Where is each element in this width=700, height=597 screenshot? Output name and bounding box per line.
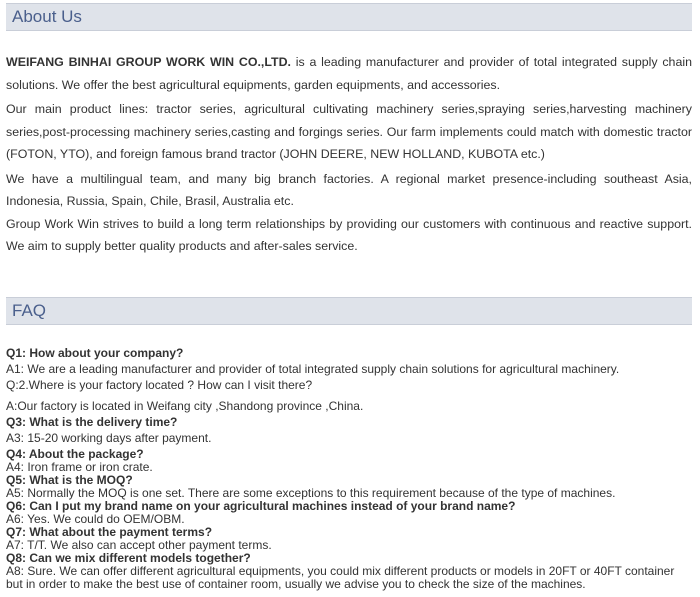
about-paragraph-1-text: is a leading manufacturer and provider of total integrated supply chain solutions. We offer the best agricultural equipments, garden equipments, and accessories. — [6, 55, 692, 92]
about-us-content — [6, 51, 692, 258]
about-us-title: About Us — [12, 7, 82, 26]
faq-answer-2: A:Our factory is located in Weifang city ,Shandong province ,China. — [6, 399, 364, 413]
faq-answer-7: A7: T/T. We also can accept other payment terms. — [6, 538, 272, 552]
faq-title: FAQ — [12, 301, 47, 320]
company-name: WEIFANG BINHAI GROUP WORK WIN CO.,LTD. — [6, 55, 291, 69]
faq-answer-6: A6: Yes. We could do OEM/OBM. — [6, 512, 185, 526]
faq-question-7: Q7: What about the payment terms? — [6, 525, 213, 539]
about-paragraph-3: We have a multilingual team, and many big branch factories. A regional market presence-including southeast Asia, Indonesia, Russia, Spain, Chile, Brasil, Australia etc. — [6, 171, 692, 208]
faq-question-1: Q1: How about your company? — [6, 346, 184, 360]
faq-answer-4: A4: Iron frame or iron crate. — [6, 460, 153, 474]
faq-question-6: Q6: Can I put my brand name on your agricultural machines instead of your brand name? — [6, 499, 516, 513]
about-paragraph-2: Our main product lines: tractor series, agricultural cultivating machinery series,spraying series,harvesting machinery series,post-processing machinery series,casting and forgings series. Our farm implements could match with domestic tractor (FOTON, YTO), and foreign famous brand tractor (JOHN DEERE, NEW HOLLAND, KUBOTA etc.) — [6, 102, 692, 161]
faq-answer-3: A3: 15-20 working days after payment. — [6, 431, 212, 445]
faq-question-3: Q3: What is the delivery time? — [6, 415, 178, 429]
faq-answer-8: A8: Sure. We can offer different agricultural equipments, you could mix different products or models in 20FT or 40FT container but in order to make the best use of container room, usually we advise you to check the size of the machines. — [6, 564, 675, 591]
faq-header — [6, 297, 692, 325]
faq-question-5: Q5: What is the MOQ? — [6, 473, 133, 487]
faq-question-8: Q8: Can we mix different models together? — [6, 551, 251, 565]
about-paragraph-1 — [6, 51, 692, 96]
faq-question-2: Q:2.Where is your factory located ? How can I visit there? — [6, 378, 313, 392]
faq-content — [6, 347, 692, 591]
faq-answer-5: A5: Normally the MOQ is one set. There are some exceptions to this requirement because of the type of machines. — [6, 486, 616, 500]
about-paragraph-4: Group Work Win strives to build a long term relationships by providing our customers with continuous and reactive support. We aim to supply better quality products and after-sales service. — [6, 216, 692, 253]
faq-question-4: Q4: About the package? — [6, 447, 144, 461]
about-us-header — [6, 3, 692, 31]
faq-answer-1: A1: We are a leading manufacturer and provider of total integrated supply chain solutions for agricultural machinery. — [6, 362, 620, 376]
